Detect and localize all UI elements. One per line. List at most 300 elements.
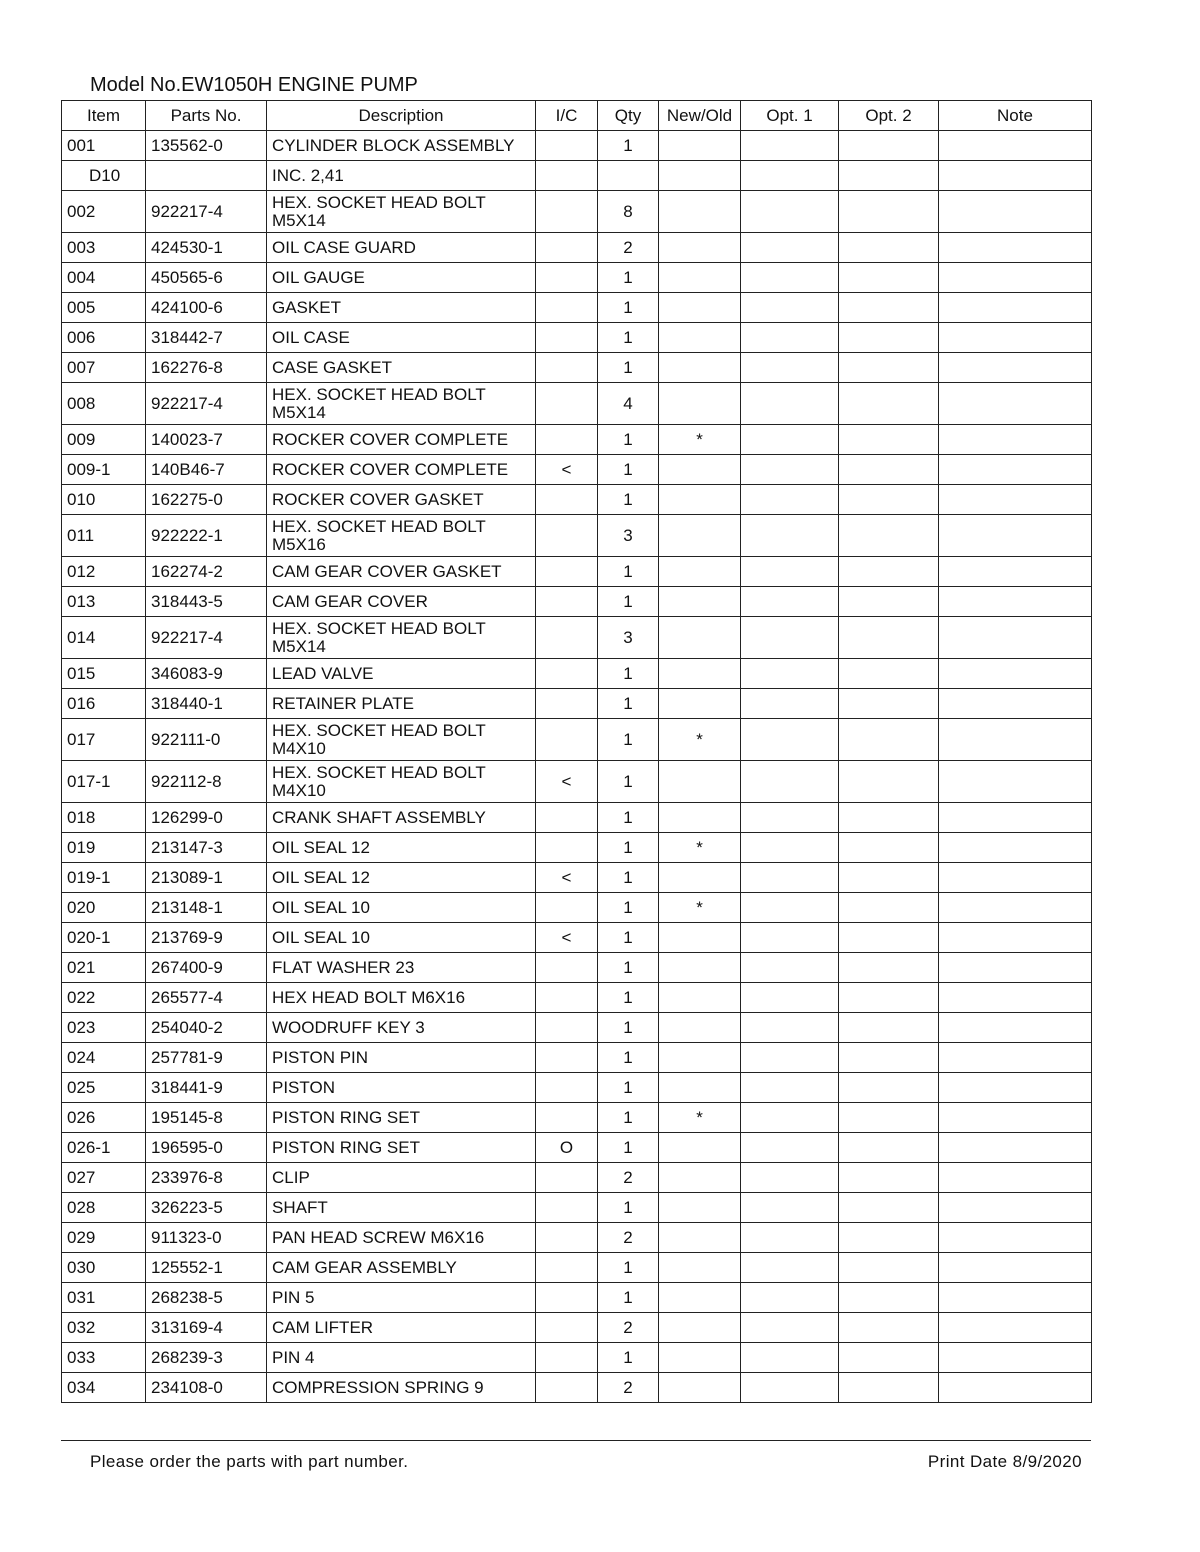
cell-qty: 1 [598,1193,659,1223]
cell-note [939,131,1092,161]
cell-qty: 3 [598,617,659,659]
cell-description: CRANK SHAFT ASSEMBLY [267,803,536,833]
cell-opt1 [741,233,839,263]
cell-item: 022 [62,983,146,1013]
cell-parts-no: 922217-4 [146,383,267,425]
cell-opt2 [839,803,939,833]
cell-opt1 [741,1313,839,1343]
cell-note [939,1133,1092,1163]
cell-opt1 [741,323,839,353]
cell-new-old [659,383,741,425]
cell-ic [536,161,598,191]
cell-ic [536,323,598,353]
cell-qty: 1 [598,455,659,485]
table-row [62,1043,1092,1073]
cell-note [939,263,1092,293]
cell-note [939,761,1092,803]
column-header-opt2: Opt. 2 [839,101,939,131]
cell-qty: 3 [598,515,659,557]
cell-new-old [659,557,741,587]
cell-opt1 [741,485,839,515]
cell-qty: 1 [598,923,659,953]
cell-opt2 [839,1223,939,1253]
table-row [62,1223,1092,1253]
cell-opt1 [741,1163,839,1193]
cell-parts-no: 126299-0 [146,803,267,833]
cell-qty: 1 [598,1343,659,1373]
cell-description: ROCKER COVER COMPLETE [267,455,536,485]
cell-new-old: * [659,1103,741,1133]
cell-opt1 [741,587,839,617]
cell-note [939,1073,1092,1103]
column-header-ic: I/C [536,101,598,131]
cell-description: CAM GEAR COVER GASKET [267,557,536,587]
cell-note [939,893,1092,923]
cell-note [939,1343,1092,1373]
cell-parts-no: 326223-5 [146,1193,267,1223]
cell-description: CAM LIFTER [267,1313,536,1343]
cell-ic: < [536,923,598,953]
cell-description: CLIP [267,1163,536,1193]
cell-parts-no: 195145-8 [146,1103,267,1133]
cell-item: 020-1 [62,923,146,953]
cell-item: 017 [62,719,146,761]
cell-ic [536,293,598,323]
cell-description: HEX. SOCKET HEAD BOLT M4X10 [267,761,536,803]
cell-opt1 [741,803,839,833]
cell-new-old [659,1133,741,1163]
cell-opt1 [741,1013,839,1043]
cell-opt2 [839,1013,939,1043]
cell-item: 009 [62,425,146,455]
cell-opt2 [839,455,939,485]
table-row [62,953,1092,983]
cell-opt2 [839,233,939,263]
cell-ic [536,233,598,263]
cell-opt1 [741,863,839,893]
cell-parts-no: 922111-0 [146,719,267,761]
cell-opt2 [839,557,939,587]
cell-new-old [659,863,741,893]
cell-item: 019-1 [62,863,146,893]
cell-ic [536,1373,598,1403]
cell-description: PISTON RING SET [267,1133,536,1163]
table-header-row [62,101,1092,131]
cell-description: OIL GAUGE [267,263,536,293]
cell-note [939,1043,1092,1073]
table-row [62,833,1092,863]
cell-description: HEX. SOCKET HEAD BOLT M5X14 [267,383,536,425]
cell-opt1 [741,923,839,953]
cell-qty: 1 [598,131,659,161]
cell-new-old [659,659,741,689]
cell-qty: 2 [598,1373,659,1403]
cell-item: 029 [62,1223,146,1253]
cell-parts-no: 162274-2 [146,557,267,587]
cell-new-old [659,1253,741,1283]
cell-new-old [659,293,741,323]
cell-opt1 [741,893,839,923]
cell-parts-no: 213089-1 [146,863,267,893]
cell-opt1 [741,1073,839,1103]
cell-description: PISTON RING SET [267,1103,536,1133]
cell-opt2 [839,659,939,689]
cell-ic [536,383,598,425]
cell-new-old [659,131,741,161]
table-row [62,893,1092,923]
cell-ic [536,515,598,557]
cell-opt2 [839,983,939,1013]
cell-qty: 1 [598,719,659,761]
table-row [62,515,1092,557]
cell-parts-no: 140023-7 [146,425,267,455]
cell-new-old [659,1313,741,1343]
table-row [62,1073,1092,1103]
cell-note [939,587,1092,617]
table-row [62,1163,1092,1193]
cell-description: COMPRESSION SPRING 9 [267,1373,536,1403]
cell-opt2 [839,191,939,233]
cell-description: HEX. SOCKET HEAD BOLT M4X10 [267,719,536,761]
table-row [62,761,1092,803]
cell-item: 014 [62,617,146,659]
cell-new-old [659,455,741,485]
table-row [62,485,1092,515]
table-row [62,131,1092,161]
cell-new-old [659,1343,741,1373]
cell-item: 030 [62,1253,146,1283]
cell-item: 026 [62,1103,146,1133]
cell-qty: 1 [598,893,659,923]
cell-ic [536,953,598,983]
cell-opt1 [741,455,839,485]
cell-opt2 [839,1043,939,1073]
cell-note [939,1103,1092,1133]
cell-note [939,953,1092,983]
table-row [62,323,1092,353]
cell-description: LEAD VALVE [267,659,536,689]
cell-note [939,383,1092,425]
cell-ic [536,983,598,1013]
cell-opt1 [741,659,839,689]
cell-item: 026-1 [62,1133,146,1163]
cell-description: PISTON [267,1073,536,1103]
cell-description: OIL CASE [267,323,536,353]
cell-opt2 [839,1163,939,1193]
column-header-item: Item [62,101,146,131]
cell-item: 028 [62,1193,146,1223]
cell-ic: O [536,1133,598,1163]
table-row [62,161,1092,191]
cell-item: 018 [62,803,146,833]
cell-item: 004 [62,263,146,293]
cell-new-old [659,617,741,659]
cell-note [939,191,1092,233]
cell-qty: 1 [598,659,659,689]
cell-opt2 [839,131,939,161]
cell-parts-no: 922217-4 [146,617,267,659]
table-row [62,383,1092,425]
cell-qty: 1 [598,425,659,455]
cell-description: OIL SEAL 12 [267,863,536,893]
cell-ic [536,833,598,863]
cell-opt1 [741,833,839,863]
cell-description: HEX. SOCKET HEAD BOLT M5X14 [267,617,536,659]
cell-ic [536,893,598,923]
cell-qty: 1 [598,761,659,803]
cell-note [939,323,1092,353]
cell-note [939,1193,1092,1223]
cell-note [939,689,1092,719]
cell-ic [536,485,598,515]
cell-new-old: * [659,893,741,923]
cell-opt2 [839,485,939,515]
cell-opt2 [839,1343,939,1373]
cell-opt2 [839,1373,939,1403]
cell-opt1 [741,425,839,455]
cell-qty: 1 [598,1043,659,1073]
cell-description: PISTON PIN [267,1043,536,1073]
cell-item: 027 [62,1163,146,1193]
cell-description: OIL CASE GUARD [267,233,536,263]
cell-item: 003 [62,233,146,263]
cell-parts-no: 346083-9 [146,659,267,689]
cell-ic [536,1313,598,1343]
cell-item: 021 [62,953,146,983]
column-header-qty: Qty [598,101,659,131]
cell-ic [536,803,598,833]
cell-item: 016 [62,689,146,719]
cell-description: OIL SEAL 10 [267,893,536,923]
cell-new-old [659,983,741,1013]
cell-opt1 [741,617,839,659]
cell-item: 024 [62,1043,146,1073]
cell-opt2 [839,1073,939,1103]
cell-opt2 [839,515,939,557]
cell-description: FLAT WASHER 23 [267,953,536,983]
table-row [62,1283,1092,1313]
cell-qty: 1 [598,1103,659,1133]
cell-description: PAN HEAD SCREW M6X16 [267,1223,536,1253]
cell-note [939,455,1092,485]
column-header-note: Note [939,101,1092,131]
cell-opt1 [741,1253,839,1283]
cell-new-old [659,161,741,191]
cell-parts-no: 922222-1 [146,515,267,557]
cell-new-old [659,353,741,383]
cell-parts-no: 234108-0 [146,1373,267,1403]
cell-qty: 1 [598,557,659,587]
column-header-description: Description [267,101,536,131]
cell-qty: 1 [598,293,659,323]
cell-note [939,1223,1092,1253]
cell-ic [536,1043,598,1073]
cell-ic [536,617,598,659]
table-row [62,689,1092,719]
cell-new-old [659,1223,741,1253]
cell-note [939,659,1092,689]
cell-note [939,485,1092,515]
cell-opt2 [839,161,939,191]
cell-opt2 [839,1253,939,1283]
table-row [62,659,1092,689]
cell-opt2 [839,1103,939,1133]
cell-item: 012 [62,557,146,587]
cell-new-old: * [659,719,741,761]
cell-ic [536,425,598,455]
cell-ic [536,1343,598,1373]
cell-qty: 1 [598,1073,659,1103]
cell-description: CASE GASKET [267,353,536,383]
cell-qty: 1 [598,863,659,893]
cell-parts-no: 922112-8 [146,761,267,803]
cell-description: CAM GEAR ASSEMBLY [267,1253,536,1283]
cell-description: CYLINDER BLOCK ASSEMBLY [267,131,536,161]
table-row [62,353,1092,383]
cell-opt2 [839,761,939,803]
cell-description: PIN 4 [267,1343,536,1373]
column-header-parts-no: Parts No. [146,101,267,131]
cell-item: 011 [62,515,146,557]
cell-note [939,1373,1092,1403]
table-row [62,263,1092,293]
cell-note [939,983,1092,1013]
cell-ic [536,587,598,617]
cell-parts-no: 911323-0 [146,1223,267,1253]
cell-ic [536,1193,598,1223]
cell-parts-no [146,161,267,191]
cell-new-old [659,515,741,557]
cell-item: 034 [62,1373,146,1403]
cell-ic [536,1223,598,1253]
cell-item: 032 [62,1313,146,1343]
cell-item: 010 [62,485,146,515]
cell-qty: 1 [598,485,659,515]
cell-new-old [659,953,741,983]
cell-description: HEX. SOCKET HEAD BOLT M5X16 [267,515,536,557]
cell-parts-no: 922217-4 [146,191,267,233]
cell-opt2 [839,425,939,455]
cell-opt1 [741,1103,839,1133]
cell-ic [536,1103,598,1133]
cell-parts-no: 424100-6 [146,293,267,323]
cell-description: OIL SEAL 10 [267,923,536,953]
cell-ic: < [536,761,598,803]
parts-table-body [62,131,1092,1403]
cell-item: 001 [62,131,146,161]
cell-note [939,923,1092,953]
cell-qty: 1 [598,323,659,353]
cell-parts-no: 268239-3 [146,1343,267,1373]
cell-description: WOODRUFF KEY 3 [267,1013,536,1043]
cell-opt2 [839,1133,939,1163]
cell-description: ROCKER COVER GASKET [267,485,536,515]
table-row [62,1133,1092,1163]
cell-description: HEX. SOCKET HEAD BOLT M5X14 [267,191,536,233]
cell-opt2 [839,617,939,659]
cell-item: D10 [62,161,146,191]
cell-new-old [659,323,741,353]
cell-qty: 2 [598,1223,659,1253]
cell-opt2 [839,1283,939,1313]
cell-new-old [659,761,741,803]
table-row [62,1253,1092,1283]
cell-qty: 1 [598,1133,659,1163]
cell-qty: 1 [598,953,659,983]
cell-description: PIN 5 [267,1283,536,1313]
print-date: Print Date 8/9/2020 [927,1452,1082,1471]
cell-ic [536,1163,598,1193]
cell-qty: 2 [598,1313,659,1343]
cell-item: 023 [62,1013,146,1043]
cell-ic [536,353,598,383]
table-row [62,557,1092,587]
cell-opt2 [839,323,939,353]
cell-ic: < [536,455,598,485]
cell-note [939,425,1092,455]
cell-opt1 [741,1373,839,1403]
cell-ic [536,719,598,761]
cell-note [939,1313,1092,1343]
cell-ic [536,689,598,719]
cell-item: 006 [62,323,146,353]
cell-opt1 [741,953,839,983]
cell-note [939,833,1092,863]
cell-opt2 [839,719,939,761]
cell-opt1 [741,689,839,719]
cell-note [939,293,1092,323]
cell-opt2 [839,833,939,863]
cell-item: 015 [62,659,146,689]
cell-qty: 1 [598,1013,659,1043]
table-row [62,1343,1092,1373]
cell-opt2 [839,383,939,425]
cell-parts-no: 313169-4 [146,1313,267,1343]
cell-item: 005 [62,293,146,323]
cell-ic [536,263,598,293]
cell-parts-no: 213148-1 [146,893,267,923]
table-row [62,455,1092,485]
table-row [62,293,1092,323]
cell-note [939,557,1092,587]
cell-parts-no: 140B46-7 [146,455,267,485]
cell-opt2 [839,689,939,719]
cell-opt2 [839,587,939,617]
cell-parts-no: 318441-9 [146,1073,267,1103]
cell-opt2 [839,953,939,983]
cell-opt2 [839,893,939,923]
cell-item: 033 [62,1343,146,1373]
cell-opt1 [741,1133,839,1163]
cell-new-old [659,191,741,233]
cell-opt2 [839,863,939,893]
cell-qty: 4 [598,383,659,425]
table-row [62,1103,1092,1133]
cell-parts-no: 162275-0 [146,485,267,515]
cell-qty: 1 [598,587,659,617]
cell-qty: 1 [598,833,659,863]
cell-new-old [659,1013,741,1043]
cell-new-old [659,1283,741,1313]
cell-parts-no: 233976-8 [146,1163,267,1193]
cell-opt1 [741,1043,839,1073]
cell-new-old [659,1073,741,1103]
cell-opt2 [839,1313,939,1343]
cell-item: 002 [62,191,146,233]
cell-opt1 [741,557,839,587]
cell-note [939,863,1092,893]
cell-opt1 [741,1223,839,1253]
